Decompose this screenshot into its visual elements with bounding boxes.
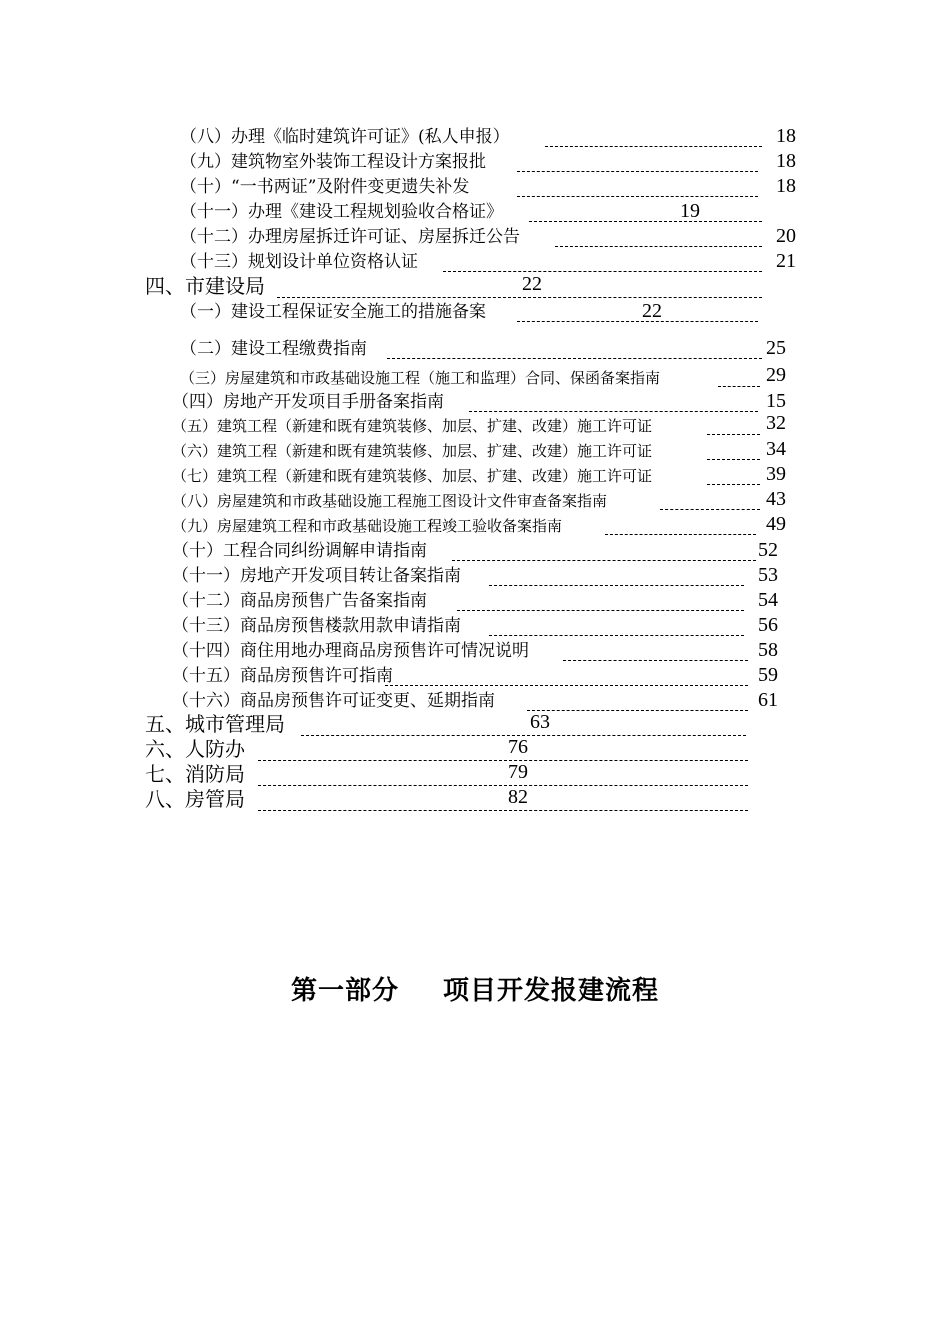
toc-leader-dots (443, 271, 762, 272)
toc-leader-dots (545, 146, 762, 147)
toc-page-number: 19 (680, 200, 700, 222)
toc-page-number: 15 (766, 390, 786, 412)
toc-leader-dots (277, 297, 762, 298)
toc-entry-title: 七、消防局 (145, 762, 245, 786)
toc-entry-title: 八、房管局 (145, 787, 245, 811)
toc-page-number: 18 (776, 175, 796, 197)
toc-leader-dots (529, 221, 762, 222)
toc-page-number: 52 (758, 539, 778, 561)
toc-page-number: 21 (776, 250, 796, 272)
toc-page-number: 58 (758, 639, 778, 661)
toc-page-number: 20 (776, 225, 796, 247)
toc-entry-title: （十二）办理房屋拆迁许可证、房屋拆迁公告 (180, 227, 520, 247)
toc-page-number: 59 (758, 664, 778, 686)
toc-page-number: 39 (766, 463, 786, 485)
toc-page-number: 54 (758, 589, 778, 611)
toc-leader-dots (469, 411, 758, 412)
toc-page-number: 61 (758, 689, 778, 711)
toc-page-number: 43 (766, 488, 786, 510)
toc-entry-title: （十三）商品房预售楼款用款申请指南 (172, 616, 461, 636)
toc-entry-title: （十）工程合同纠纷调解申请指南 (172, 541, 427, 561)
toc-leader-dots (563, 660, 748, 661)
toc-page-number: 49 (766, 513, 786, 535)
toc-entry-title: 四、市建设局 (145, 274, 265, 298)
toc-entry-title: （十二）商品房预售广告备案指南 (172, 591, 427, 611)
toc-page-number: 32 (766, 412, 786, 434)
toc-leader-dots (517, 171, 758, 172)
part-heading (0, 970, 950, 1007)
toc-entry-title: （十一）办理《建设工程规划验收合格证》 (180, 202, 503, 222)
part-number: 第一部分 (290, 976, 399, 1006)
toc-entry-title: （四）房地产开发项目手册备案指南 (172, 392, 444, 412)
toc-leader-dots (605, 534, 756, 535)
toc-page-number: 29 (766, 364, 786, 386)
toc-entry-title: （十四）商住用地办理商品房预售许可情况说明 (172, 641, 529, 661)
toc-page-number: 22 (522, 273, 542, 295)
toc-page-number: 56 (758, 614, 778, 636)
toc-entry-title: （八）房屋建筑和市政基础设施工程施工图设计文件审查备案指南 (172, 492, 608, 510)
toc-page-number: 82 (508, 786, 528, 808)
toc-leader-dots (489, 585, 744, 586)
toc-leader-dots (660, 509, 760, 510)
toc-leader-dots (555, 246, 762, 247)
toc-entry-title: （十五）商品房预售许可指南 (172, 666, 393, 686)
toc-leader-dots (707, 434, 760, 435)
toc-page-number: 18 (776, 125, 796, 147)
toc-entry-title: （九）建筑物室外装饰工程设计方案报批 (180, 152, 486, 172)
toc-leader-dots (489, 635, 744, 636)
toc-entry-title: （十）“一书两证”及附件变更遗失补发 (180, 177, 470, 197)
toc-leader-dots (385, 685, 748, 686)
toc-page-number: 18 (776, 150, 796, 172)
toc-entry-title: （六）建筑工程（新建和既有建筑装修、加层、扩建、改建）施工许可证 (172, 442, 653, 460)
toc-entry-title: （九）房屋建筑工程和市政基础设施工程竣工验收备案指南 (172, 517, 563, 535)
toc-leader-dots (258, 760, 748, 761)
toc-page-number: 79 (508, 761, 528, 783)
toc-page-number: 25 (766, 337, 786, 359)
toc-page-number: 22 (642, 300, 662, 322)
toc-entry-title: （七）建筑工程（新建和既有建筑装修、加层、扩建、改建）施工许可证 (172, 467, 653, 485)
toc-entry-title: 五、城市管理局 (145, 712, 285, 736)
toc-leader-dots (707, 459, 760, 460)
toc-leader-dots (258, 785, 748, 786)
toc-entry-title: （二）建设工程缴费指南 (180, 339, 367, 359)
toc-leader-dots (707, 484, 760, 485)
toc-page-number: 34 (766, 438, 786, 460)
toc-leader-dots (452, 560, 756, 561)
toc-page-number: 76 (508, 736, 528, 758)
toc-entry-title: （三）房屋建筑和市政基础设施工程（施工和监理）合同、保函备案指南 (180, 369, 661, 387)
toc-leader-dots (258, 810, 748, 811)
toc-entry-title: （十三）规划设计单位资格认证 (180, 252, 418, 272)
toc-page-number: 63 (530, 711, 550, 733)
toc-leader-dots (527, 710, 748, 711)
toc-entry-title: （十一）房地产开发项目转让备案指南 (172, 566, 461, 586)
toc-leader-dots (457, 610, 744, 611)
toc-leader-dots (517, 196, 758, 197)
toc-entry-title: （五）建筑工程（新建和既有建筑装修、加层、扩建、改建）施工许可证 (172, 417, 653, 435)
toc-page-number: 53 (758, 564, 778, 586)
toc-leader-dots (517, 321, 758, 322)
toc-entry-title: （八）办理《临时建筑许可证》(私人申报） (180, 127, 510, 147)
toc-entry-title: 六、人防办 (145, 737, 245, 761)
part-title: 项目开发报建流程 (443, 976, 660, 1006)
toc-entry-title: （十六）商品房预售许可证变更、延期指南 (172, 691, 495, 711)
toc-leader-dots (387, 358, 762, 359)
toc-entry-title: （一）建设工程保证安全施工的措施备案 (180, 302, 486, 322)
toc-leader-dots (718, 386, 760, 387)
